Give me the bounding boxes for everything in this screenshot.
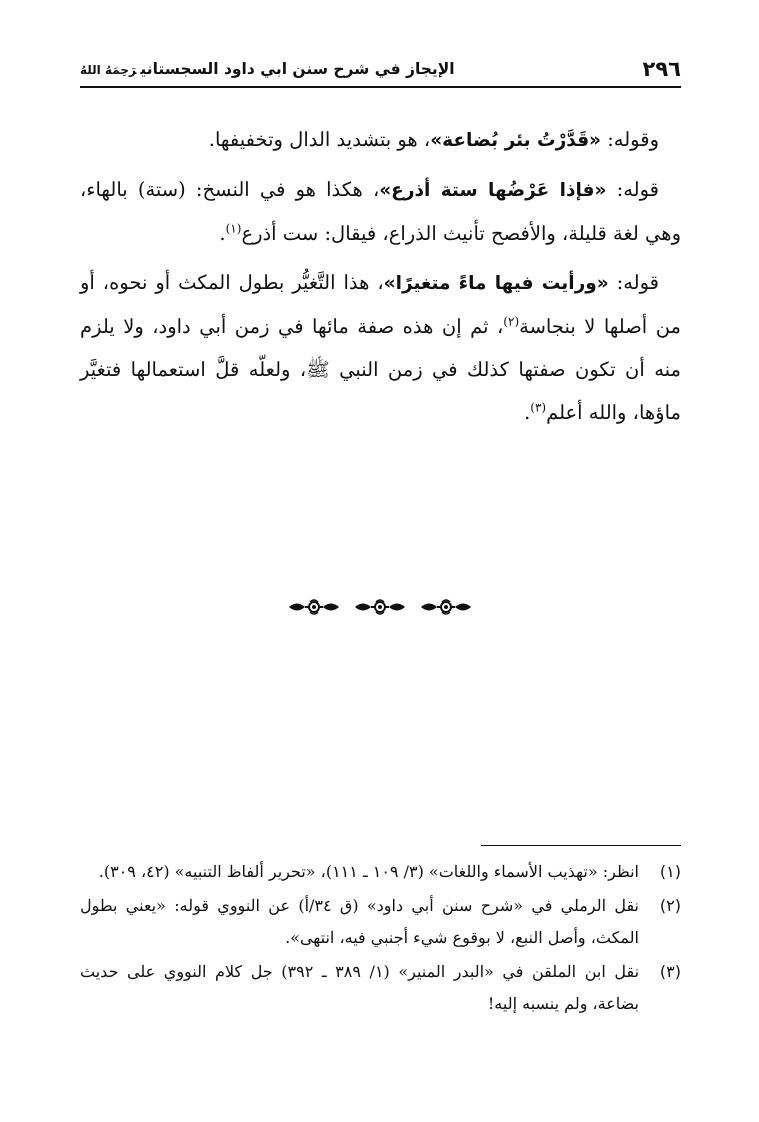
main-text [80,118,681,440]
footnote-ref-3[interactable]: (٣) [530,400,547,415]
hadith-quote: «قَدَّرْتُ بئر بُضاعة» [430,130,602,151]
paragraph-rest: ، هكذا هو في النسخ: (ستة) بالهاء، وهي لغة قليلة، والأفصح تأنيث الذراع، فيقال: ست أذرع [80,178,681,245]
paragraph-lead: قوله: [608,271,659,294]
paragraph-lead: وقوله: [601,128,659,151]
footnote-3 [80,956,681,1020]
footnote-2 [80,890,681,954]
paragraph-lead: قوله: [606,178,659,201]
footnote-text: نقل الرملي في «شرح سنن أبي داود» (ق ٣٤/أ) عن النووي قوله: «يعني بطول المكث، وأصل النبع، لا بوقوع شيء أجنبي فيه، انتهى». [80,896,639,947]
paragraph-tail: . [219,222,226,245]
footnote-text: نقل ابن الملقن في «البدر المنير» (١/ ٣٨٩ ـ ٣٩٢) جل كلام النووي على حديث بضاعة، ولم ينسبه إليه! [80,962,640,1013]
paragraph-3 [80,261,681,434]
hadith-quote: «فإذا عَرْضُها ستة أذرع» [379,180,607,201]
paragraph-tail: ، ثم إن هذه صفة مائها في زمن أبي داود، ولا يلزم منه أن تكون صفتها كذلك في زمن النبي ﷺ، ولعلّه قلَّ استعمالها فتغيَّر ماؤها، والله أعلم [80,315,681,424]
footnote-ref-2[interactable]: (٢) [503,314,520,329]
honorific-mark: رَحِمَهُ اللهُ [80,63,137,77]
running-title-text: الإيجاز في شرح سنن ابي داود السجستاني [140,60,455,78]
footnote-separator [481,845,681,846]
paragraph-end: . [524,401,531,424]
paragraph-rest: ، هذا التَّغيُّر بطول المكث أو نحوه، أو من أصلها لا بنجاسة [80,271,681,338]
footnote-1 [80,856,681,888]
footnote-number: (١) [659,862,681,881]
footnote-ref-1[interactable]: (١) [225,221,242,236]
footnote-number: (٣) [659,962,681,981]
section-ornament [0,598,759,616]
footnote-number: (٢) [659,896,681,915]
footnotes [80,856,681,1022]
paragraph-rest: ، هو بتشديد الدال وتخفيفها. [208,128,431,151]
hadith-quote: «ورأيت فيها ماءً متغيرًا» [383,273,609,294]
ornament-icon [419,598,473,616]
paragraph-2 [80,168,681,255]
paragraph-1 [80,118,681,162]
footnote-text: انظر: «تهذيب الأسماء واللغات» (٣/ ١٠٩ ـ ١١١)، «تحرير ألفاظ التنبيه» (٤٢، ٣٠٩). [98,862,639,881]
running-title [80,60,455,78]
ornament-icon [353,598,407,616]
running-header [80,52,681,88]
ornament-icon [287,598,341,616]
page-number: ٢٩٦ [642,57,681,81]
